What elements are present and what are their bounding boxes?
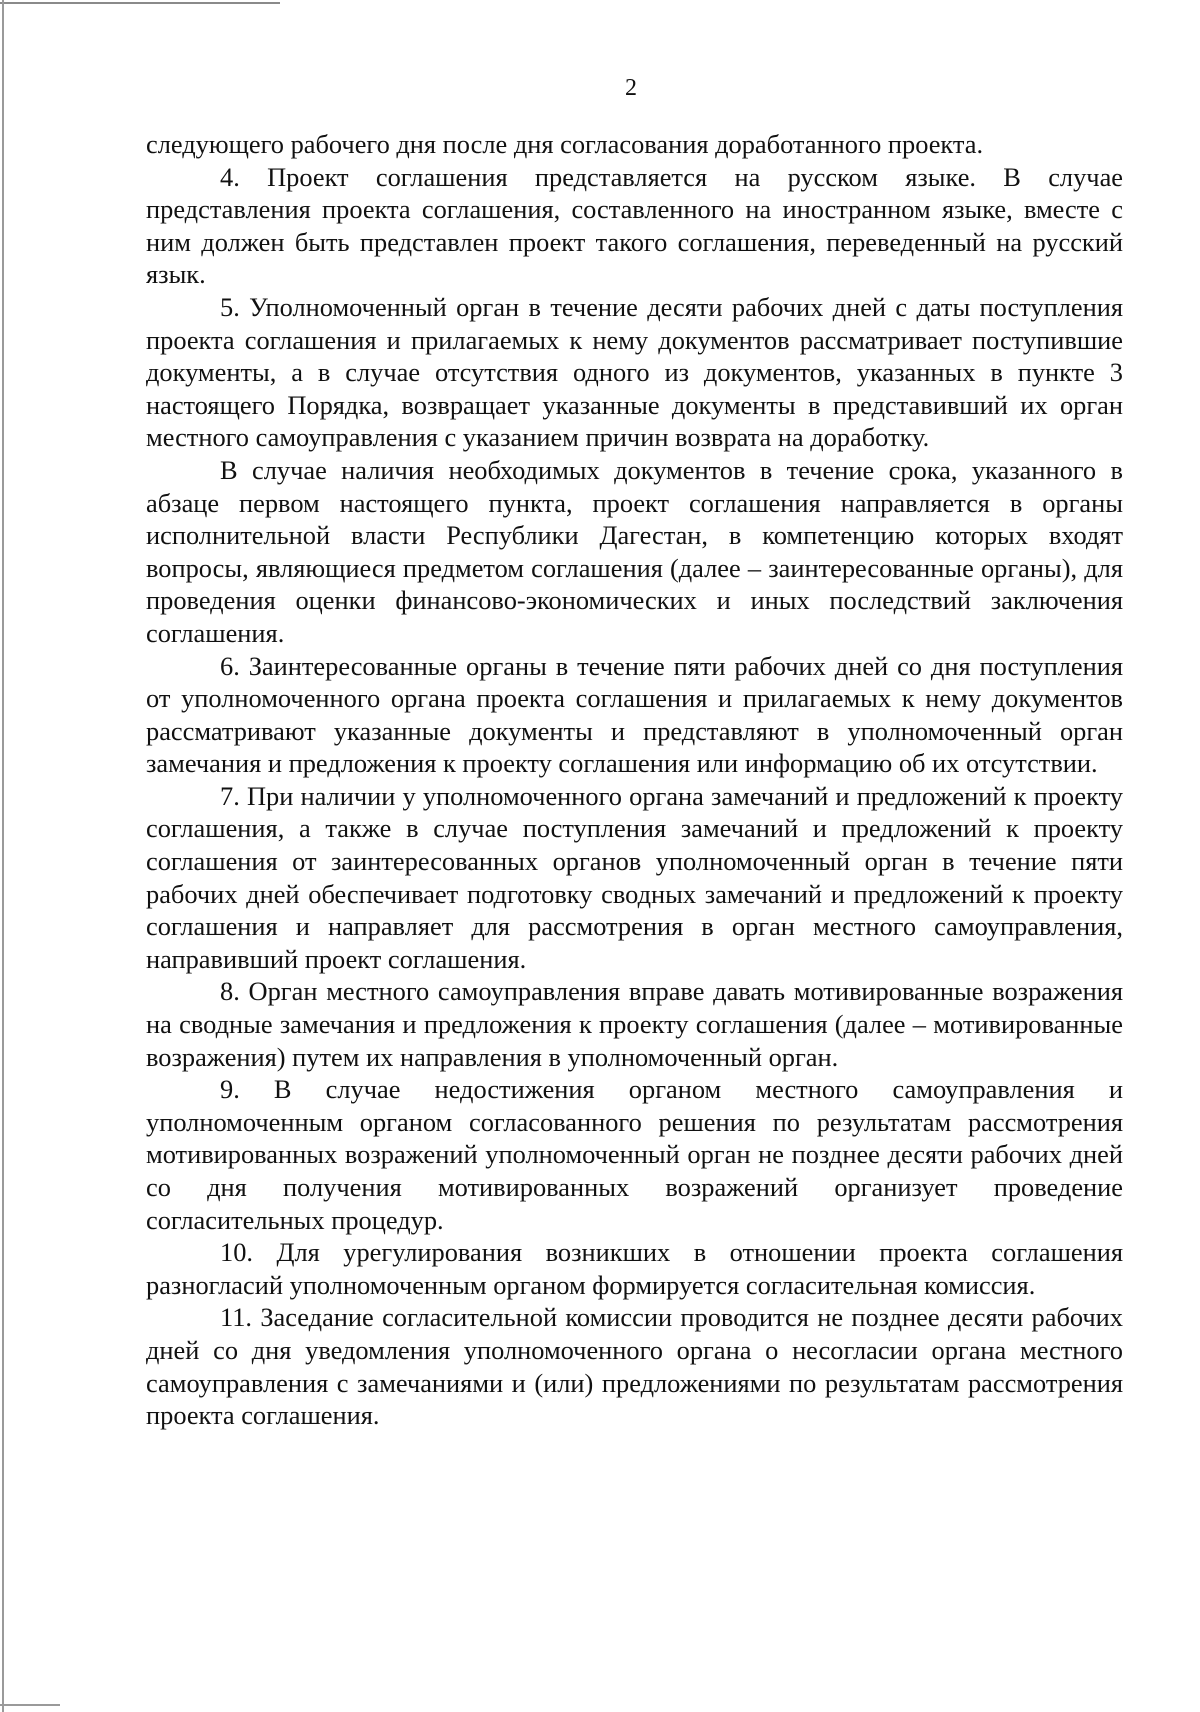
document-body bbox=[146, 128, 1123, 1432]
paragraph-item-4: 4. Проект соглашения представляется на русском языке. В случае представления проекта соглашения, составленного на иностранном языке, вместе с ним должен быть представлен проект такого соглашения, переведенный на русский язык. bbox=[146, 161, 1123, 290]
paragraph-item-10: 10. Для урегулирования возникших в отношении проекта соглашения разногласий уполномоченным органом формируется согласительная комиссия. bbox=[146, 1237, 1123, 1300]
page-number: 2 bbox=[625, 75, 637, 101]
paragraph-continuation: следующего рабочего дня после дня согласования доработанного проекта. bbox=[146, 129, 984, 159]
paragraph-item-7: 7. При наличии у уполномоченного органа замечаний и предложений к проекту соглашения, а также в случае поступления замечаний и предложений к проекту соглашения от заинтересованных органов уполномоченный орган в течение пяти рабочих дней обеспечивает подготовку сводных замечаний и предложений к проекту соглашения и направляет для рассмотрения в орган местного самоуправления, направивший проект соглашения. bbox=[146, 780, 1123, 974]
paragraph-item-11: 11. Заседание согласительной комиссии проводится не позднее десяти рабочих дней со дня уведомления уполномоченного органа о несогласии органа местного самоуправления с замечаниями и (или) предложениями по результатам рассмотрения проекта соглашения. bbox=[146, 1302, 1123, 1431]
scan-edge-bottom bbox=[0, 1704, 60, 1706]
paragraph-item-8: 8. Орган местного самоуправления вправе давать мотивированные возражения на сводные замечания и предложения к проекту соглашения (далее – мотивированные возражения) путем их направления в уполномоченный орган. bbox=[146, 976, 1123, 1072]
paragraph-item-6: 6. Заинтересованные органы в течение пяти рабочих дней со дня поступления от уполномоченного органа проекта соглашения и прилагаемых к нему документов рассматривают указанные документы и представляют в уполномоченный орган замечания и предложения к проекту соглашения или информацию об их отсутствии. bbox=[146, 650, 1123, 779]
paragraph-item-5: 5. Уполномоченный орган в течение десяти рабочих дней с даты поступления проекта соглашения и прилагаемых к нему документов рассматривает поступившие документы, а в случае отсутствия одного из документов, указанных в пункте 3 настоящего Порядка, возвращает указанные документы в представивший их орган местного самоуправления с указанием причин возврата на доработку. bbox=[146, 291, 1123, 453]
paragraph-item-9: 9. В случае недостижения органом местного самоуправления и уполномоченным органом согласованного решения по результатам рассмотрения мотивированных возражений уполномоченный орган не позднее десяти рабочих дней со дня получения мотивированных возражений организует проведение согласительных процедур. bbox=[146, 1074, 1123, 1235]
scan-edge-left bbox=[2, 0, 4, 1712]
scan-edge-top bbox=[0, 2, 280, 4]
paragraph-item-5-second: В случае наличия необходимых документов в течение срока, указанного в абзаце первом настоящего пункта, проект соглашения направляется в органы исполнительной власти Республики Дагестан, в компетенцию которых входят вопросы, являющиеся предметом соглашения (далее – заинтересованные органы), для проведения оценки финансово-экономических и иных последствий заключения соглашения. bbox=[146, 454, 1123, 648]
